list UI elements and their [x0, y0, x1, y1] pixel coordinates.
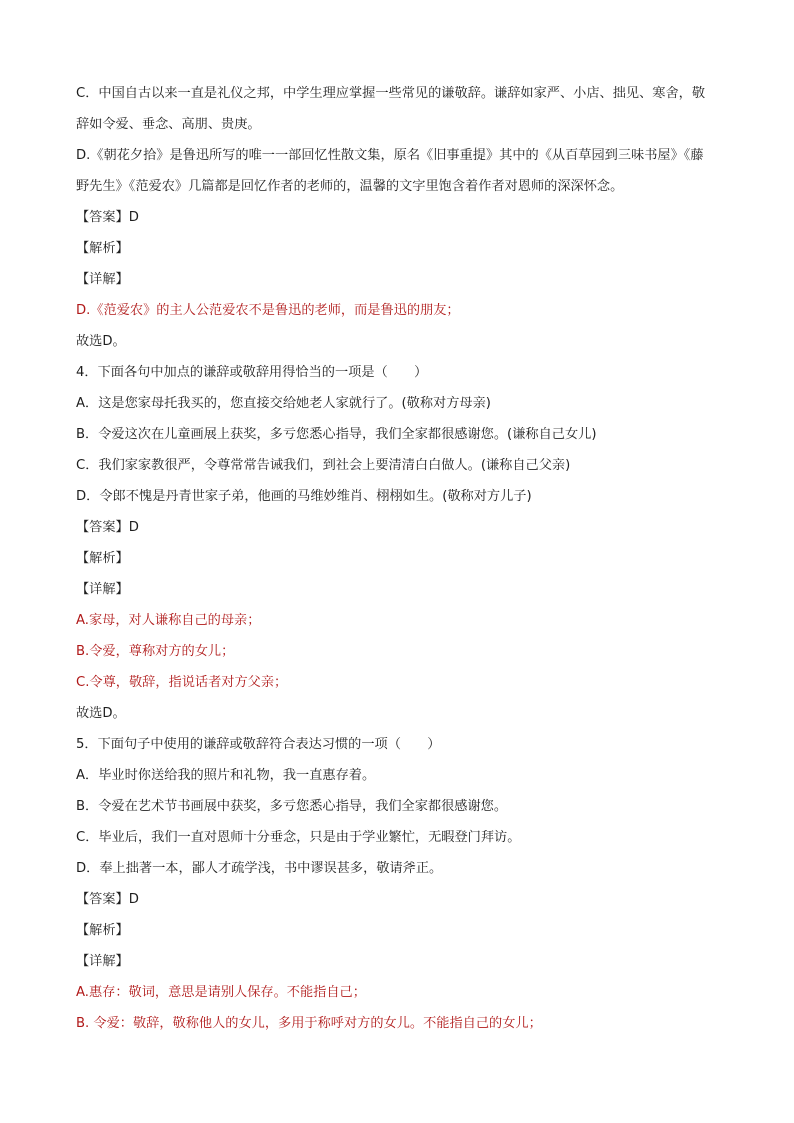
analysis-label: 【解析】 [76, 923, 129, 938]
analysis-label: 【解析】 [76, 551, 129, 566]
option-c: C．我们家家教很严，令尊常常告诫我们，到社会上要清清白白做人。(谦称自己父亲) [76, 458, 571, 473]
analysis-label: 【解析】 [76, 241, 129, 256]
option-d: D．奉上拙著一本，鄙人才疏学浅，书中谬误甚多，敬请斧正。 [76, 861, 443, 876]
option-a: A．这是您家母托我买的，您直接交给她老人家就行了。(敬称对方母亲) [76, 396, 491, 411]
explanation-line: A.家母，对人谦称自己的母亲； [76, 613, 261, 628]
detail-label: 【详解】 [76, 582, 129, 597]
conclusion: 故选D。 [76, 706, 126, 721]
conclusion: 故选D。 [76, 334, 126, 349]
explanation-line: B. 令爱：敬辞，敬称他人的女儿，多用于称呼对方的女儿。不能指自己的女儿； [76, 1016, 542, 1031]
explanation-line: D.《范爱农》的主人公范爱农不是鲁迅的老师，而是鲁迅的朋友； [76, 303, 460, 318]
document-page [76, 78, 716, 1039]
option-a: A．毕业时你送给我的照片和礼物，我一直惠存着。 [76, 768, 376, 783]
answer-label: 【答案】D [76, 210, 139, 225]
answer-label: 【答案】D [76, 520, 139, 535]
option-d: D.《朝花夕拾》是鲁迅所写的唯一一部回忆性散文集，原名《旧事重提》其中的《从百草园到三味书屋》《藤野先生》《范爱农》几篇都是回忆作者的老师的，温馨的文字里饱含着作者对恩师的深深怀念。 [76, 148, 704, 194]
detail-label: 【详解】 [76, 272, 129, 287]
question-stem: 5．下面句子中使用的谦辞或敬辞符合表达习惯的一项（ ） [76, 737, 441, 752]
option-d: D．令郎不愧是丹青世家子弟，他画的马维妙维肖、栩栩如生。(敬称对方儿子) [76, 489, 532, 504]
option-b: B．令爱在艺术节书画展中获奖，多亏您悉心指导，我们全家都很感谢您。 [76, 799, 508, 814]
explanation-line: B.令爱，尊称对方的女儿； [76, 644, 235, 659]
answer-label: 【答案】D [76, 892, 139, 907]
option-c: C．中国自古以来一直是礼仪之邦，中学生理应掌握一些常见的谦敬辞。谦辞如家严、小店、拙见、寒舍，敬辞如令爱、垂念、高朋、贵庚。 [76, 86, 706, 132]
question-stem: 4．下面各句中加点的谦辞或敬辞用得恰当的一项是（ ） [76, 365, 428, 380]
option-b: B．令爱这次在儿童画展上获奖，多亏您悉心指导，我们全家都很感谢您。(谦称自己女儿) [76, 427, 597, 442]
option-c: C．毕业后，我们一直对恩师十分垂念，只是由于学业繁忙，无暇登门拜访。 [76, 830, 521, 845]
explanation-line: C.令尊，敬辞，指说话者对方父亲； [76, 675, 288, 690]
explanation-line: A.惠存：敬词，意思是请别人保存。不能指自己； [76, 985, 366, 1000]
detail-label: 【详解】 [76, 954, 129, 969]
